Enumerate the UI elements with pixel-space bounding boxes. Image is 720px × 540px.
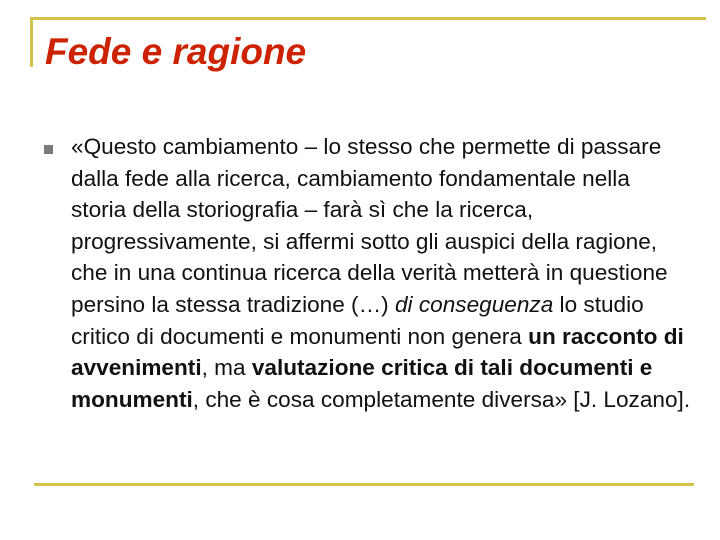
title-frame-top-line — [30, 17, 706, 20]
quote-segment-bold-valutazione: valutazione critica di tali documenti e monumenti — [71, 355, 653, 412]
title-frame-left-line — [30, 17, 33, 67]
slide-title: Fede e ragione — [45, 31, 307, 72]
square-bullet-icon — [44, 145, 53, 154]
quote-segment-middle: lo studio critico di documenti e monumenti non genera — [71, 291, 644, 349]
quote-segment-italic: di conseguenza — [394, 291, 554, 317]
bottom-divider — [34, 483, 694, 486]
quote-segment-bold-racconto: un racconto di avvenimenti — [71, 323, 684, 381]
quote-bullet-text — [71, 131, 691, 415]
quote-segment-ma: , ma — [201, 355, 252, 381]
quote-segment-intro: «Questo cambiamento – lo stesso che permette di passare dalla fede alla ricerca, cambiamento fondamentale nella storia della storiografia – farà sì che la ricerca, progressivamente, si affermi sotto gli auspici della ragione, che in una continua ricerca della verità metterà in questione persino la stessa tradizione (…) — [71, 134, 668, 317]
quote-segment-end: , che è cosa completamente diversa» [J. Lozano]. — [192, 386, 691, 412]
